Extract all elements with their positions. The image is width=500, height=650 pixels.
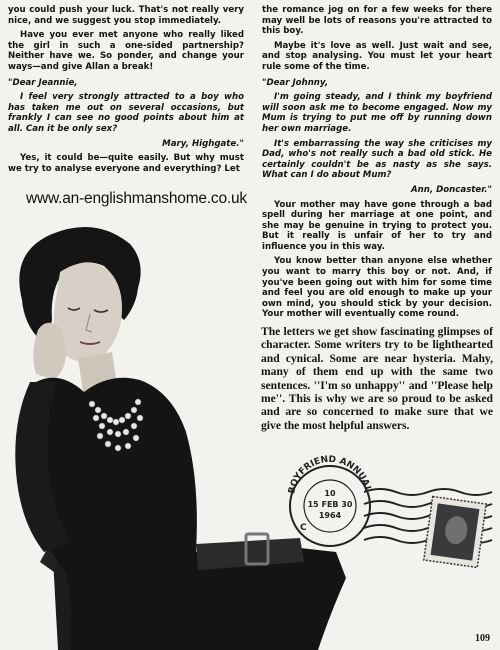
paragraph: Have you ever met anyone who really liked the girl in such a one-sided partnership? Neither have we. So ponder, and change your ways—and give Allan a break!	[8, 30, 244, 72]
letter-signature: Mary, Highgate."	[162, 138, 244, 149]
letter-salutation: "Dear Jeannie,	[8, 77, 78, 88]
postmark-date-3: 1964	[318, 511, 342, 520]
left-text-column	[8, 5, 244, 178]
letter-signature: Ann, Doncaster."	[411, 184, 492, 195]
watermark-url: www.an-englishmanshome.co.uk	[26, 190, 247, 207]
reply-paragraph: Yes, it could be—quite easily. But why must we try to analyse everyone and everything? Let	[8, 153, 244, 174]
editor-note: The letters we get show fascinating glimpses of character. Some writers try to be lighthearted and cynical. Some are near hysteria. Mahy, many of them end up with the same two sentences. ''I'm so unhappy'' and ''Please help me''. This is why we are so proud to be asked and are so concerned to make sure that we give the most helpful answers.	[261, 325, 493, 432]
letter-body: I'm going steady, and I think my boyfriend will soon ask me to become engaged. Now my Mum is trying to put me off by running down her own marriage.	[262, 92, 492, 134]
postmark-date-1: 10	[324, 489, 336, 498]
postmark-stamp	[280, 448, 495, 573]
letter-body: I feel very strongly attracted to a boy who has taken me out on several occasions, but frankly I can see no good points about him at all. Can it be only sex?	[8, 92, 244, 134]
paragraph: you could push your luck. That's not really very nice, and we suggest you stop immediately.	[8, 5, 244, 26]
paragraph: the romance jog on for a few weeks for there may well be lots of reasons you're attracted to this boy.	[262, 5, 492, 37]
reply-paragraph: You know better than anyone else whether you want to marry this boy or not. And, if you've been going out with him for some time and feel you are old enough to make up your own mind, you should stick by your decision. Your mother will eventually come round.	[262, 256, 492, 320]
paragraph: Maybe it's love as well. Just wait and see, and stop analysing. You must let your heart rule some of the time.	[262, 40, 492, 72]
letter-salutation: "Dear Johnny,	[262, 77, 329, 88]
woman-photo	[0, 222, 352, 650]
page-number: 109	[475, 633, 490, 644]
reply-paragraph: Your mother may have gone through a bad spell during her marriage at one point, and she may be genuine in trying to protect you. But it really is unfair of her to try and influence you in this way.	[262, 199, 492, 252]
postmark-top-text: BOYFRIEND ANNUAL	[287, 454, 373, 495]
letter-body: It's embarrassing the way she criticises my Dad, who's not really such a bad old stick. He certainly couldn't be as nasty as she says. What can I do about Mum?	[262, 138, 492, 181]
postmark-code: C	[300, 523, 307, 533]
postmark-date-2: 15 FEB 30	[307, 500, 353, 509]
